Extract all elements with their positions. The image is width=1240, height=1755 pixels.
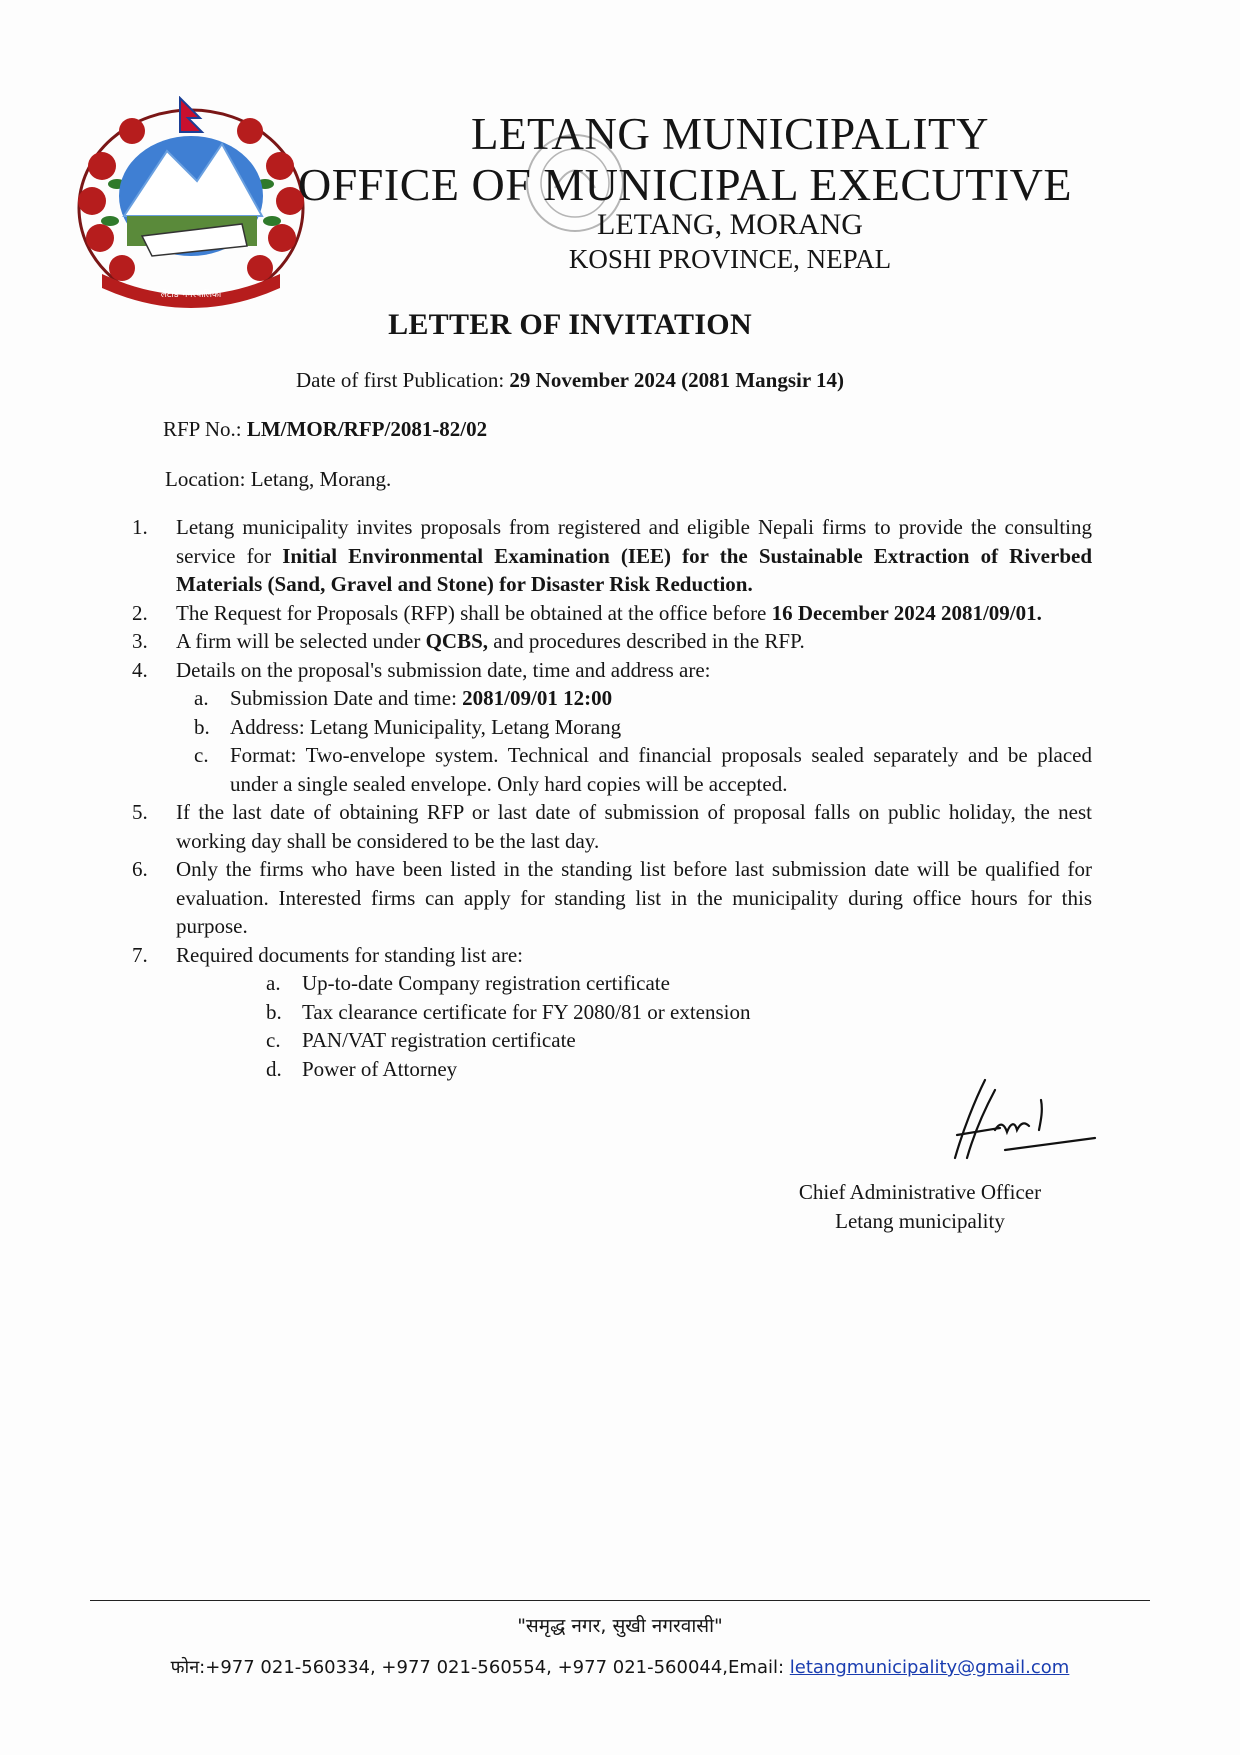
rfp-number-label: RFP No.: [163, 417, 247, 441]
sub-item-text [230, 684, 1092, 713]
footer-divider [90, 1600, 1150, 1601]
sub-item-letter: d. [266, 1056, 282, 1081]
handwritten-signature [945, 1060, 1105, 1170]
clause-number: 5. [132, 800, 148, 824]
letterhead-province: KOSHI PROVINCE, NEPAL [568, 244, 892, 274]
clause-5 [132, 798, 1092, 855]
letterhead-address: LETANG, MORANG [597, 208, 863, 241]
clause-text: Required documents for standing list are: [176, 942, 524, 967]
signatory-block [770, 1178, 1070, 1236]
clause-7c [266, 1026, 1092, 1055]
letter-heading: LETTER OF INVITATION [388, 308, 752, 341]
clause-1 [132, 513, 1092, 599]
sub-item-text: Up-to-date Company registration certificate [302, 971, 670, 995]
clause-2-text: The Request for Proposals (RFP) shall be obtained at the office before [176, 600, 772, 625]
clause-2-deadline: 16 December 2024 2081/09/01. [771, 600, 1042, 625]
clause-1-service-title: Initial Environmental Examination (IEE) for the Sustainable Extraction of Riverbed Materials (Sand, Gravel and Stone) for Disaster Risk Reduction. [176, 543, 1093, 596]
clause-text [176, 627, 1092, 656]
invitation-clauses [132, 513, 1092, 1083]
letterhead-municipality-name: LETANG MUNICIPALITY [471, 109, 989, 159]
clause-3 [132, 627, 1092, 656]
letterhead-office-name: OFFICE OF MUNICIPAL EXECUTIVE [298, 159, 1072, 210]
clause-1-text: Letang municipality invites proposals from registered and eligible Nepali firms to provide the consulting service for [176, 515, 1092, 568]
clause-text: Details on the proposal's submission date, time and address are: [176, 657, 711, 682]
sub-item-letter: b. [266, 999, 282, 1024]
sub-item-text: Format: Two-envelope system. Technical and financial proposals sealed separately and be placed under a single sealed envelope. Only hard copies will be accepted. [230, 743, 1092, 796]
clause-number: 2. [132, 600, 148, 625]
footer-motto: "समृद्ध नगर, सुखी नगरवासी" [517, 1615, 723, 1637]
clause-number: 1. [132, 515, 148, 539]
clause-text: Only the firms who have been listed in the standing list before last submission date will be qualified for evaluation. Interested firms can apply for standing list in the municipality during office hours for this purpose. [176, 857, 1092, 938]
sub-item-text: Address: Letang Municipality, Letang Morang [230, 714, 622, 739]
clause-number: 3. [132, 629, 148, 653]
emblem-caption: लेटाङ नगरपालिका [160, 290, 222, 300]
sub-item-letter: c. [194, 743, 209, 767]
rfp-number [163, 417, 487, 442]
sub-item-letter: c. [266, 1028, 281, 1052]
clause-7b [266, 998, 1092, 1027]
publication-date-value: 29 November 2024 (2081 Mangsir 14) [509, 368, 845, 392]
clause-7 [132, 941, 1092, 970]
sub-item-letter: b. [194, 714, 210, 739]
clause-2 [132, 599, 1092, 628]
footer-contact [0, 1655, 1240, 1679]
submission-datetime: 2081/09/01 12:00 [462, 686, 613, 710]
clause-text [176, 513, 1092, 599]
sub-item-text: PAN/VAT registration certificate [302, 1028, 576, 1052]
footer-email-link[interactable]: letangmunicipality@gmail.com [789, 1657, 1070, 1678]
sub-item-letter: a. [266, 971, 281, 995]
clause-4b [194, 713, 1092, 742]
clause-text [176, 599, 1092, 628]
clause-6 [132, 855, 1092, 941]
signatory-title: Chief Administrative Officer [798, 1180, 1042, 1204]
clause-4 [132, 656, 1092, 685]
location-line: Location: Letang, Morang. [165, 467, 392, 491]
footer-phones: फोन:+977 021-560334, +977 021-560554, +977 021-560044,Email: [170, 1657, 790, 1678]
clause-text: If the last date of obtaining RFP or last date of submission of proposal falls on public holiday, the nest working day shall be considered to be the last day. [176, 800, 1092, 853]
sub-item-text: Tax clearance certificate for FY 2080/81 or extension [302, 999, 751, 1024]
clause-number: 7. [132, 942, 148, 967]
submission-label: Submission Date and time: [230, 686, 463, 710]
clause-3-text-end: and procedures described in the RFP. [488, 629, 805, 653]
rfp-number-value: LM/MOR/RFP/2081-82/02 [246, 417, 488, 441]
clause-3-method: QCBS, [425, 629, 489, 653]
clause-3-text: A firm will be selected under [176, 629, 426, 653]
clause-7a [266, 969, 1092, 998]
signatory-org: Letang municipality [835, 1209, 1005, 1233]
sub-item-text: Power of Attorney [302, 1056, 458, 1081]
publication-date [0, 368, 1140, 393]
clause-4a [194, 684, 1092, 713]
clause-number: 6. [132, 857, 148, 881]
sub-item-letter: a. [194, 686, 209, 710]
clause-number: 4. [132, 657, 148, 682]
clause-4c [194, 741, 1092, 798]
publication-date-label: Date of first Publication: [295, 368, 510, 392]
